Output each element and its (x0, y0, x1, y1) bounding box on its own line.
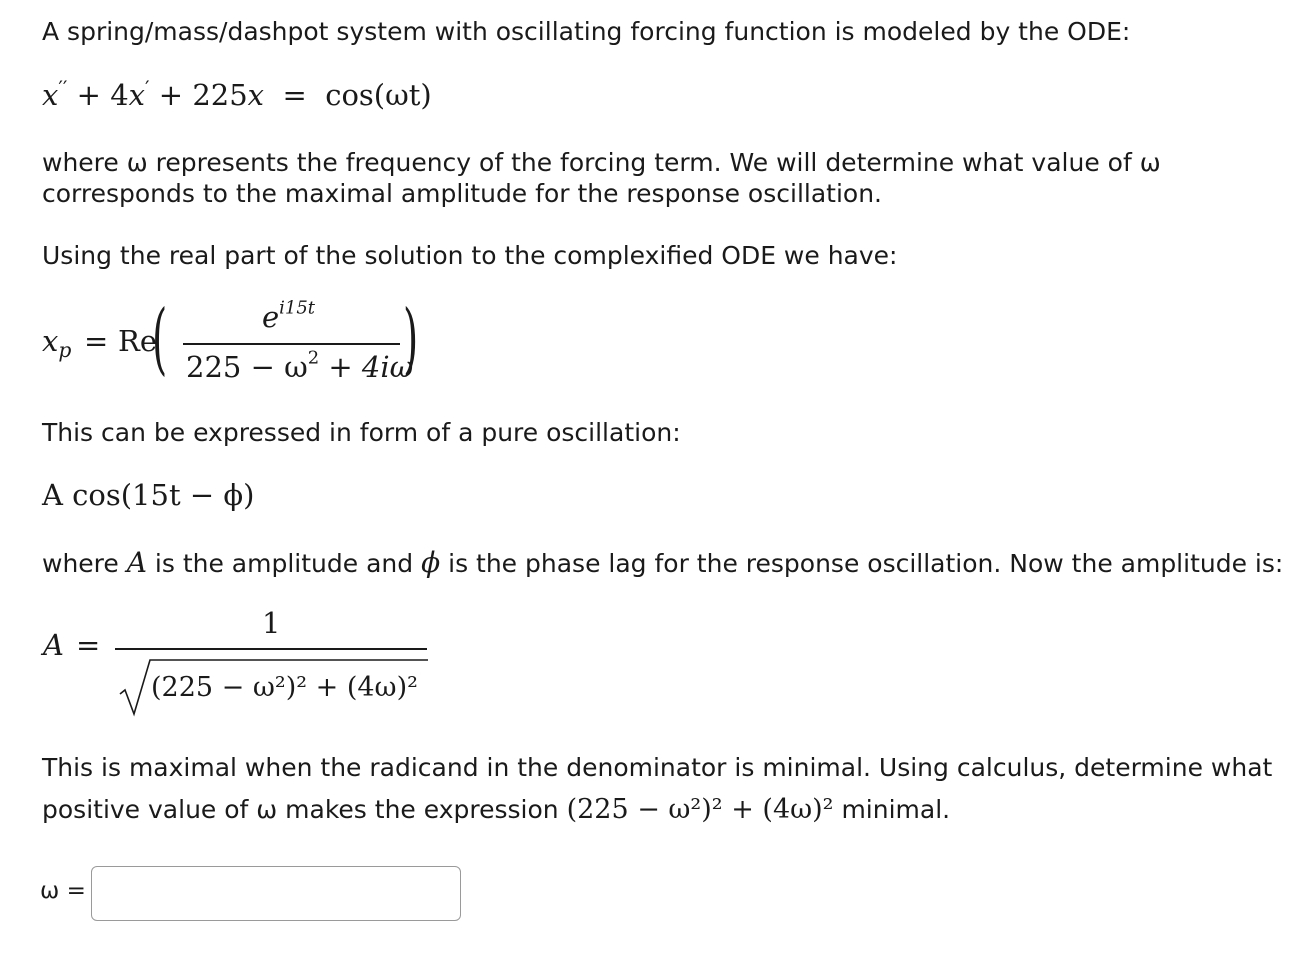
where-A-p2: is the amplitude and (146, 549, 422, 578)
amp-numerator: 1 (262, 606, 281, 640)
xp-denominator (186, 347, 414, 384)
omega-answer-input[interactable] (91, 866, 461, 921)
ode-eq: = (282, 78, 307, 112)
maximal-line2 (42, 794, 950, 825)
xp-left-paren: ( (152, 294, 168, 384)
ode-rhs: cos(ωt) (325, 78, 432, 112)
maximal-line2-a: positive value of ω makes the expression (42, 795, 567, 824)
expressed-text: This can be expressed in form of a pure oscillation: (42, 418, 681, 447)
ode-prime2: ′′ (58, 76, 68, 100)
amp-lhs: A (43, 628, 64, 662)
ode-equation (42, 76, 432, 112)
ode-coef225: 225 (192, 78, 248, 112)
where-A-p3: is the phase lag for the response oscillation. Now the amplitude is: (440, 549, 1284, 578)
xp-den-rest: + 4iω (319, 350, 414, 384)
xp-fraction-bar (183, 343, 400, 345)
xp-num-e: e (262, 300, 280, 334)
xp-den-sup: 2 (307, 347, 320, 369)
where-A-p1: where (42, 549, 127, 578)
ode-coef4: 4 (110, 78, 129, 112)
where-omega-line2: corresponds to the maximal amplitude for the response oscillation. (42, 179, 882, 208)
amp-radicand: (225 − ω²)² + (4ω)² (151, 672, 418, 703)
xp-sub: p (58, 338, 72, 363)
amp-eq-sign: = (76, 628, 101, 662)
ode-plus1: + (76, 78, 101, 112)
maximal-line2-b: minimal. (833, 795, 951, 824)
using-text: Using the real part of the solution to the complexified ODE we have: (42, 241, 898, 270)
ode-prime1: ′ (145, 76, 150, 100)
where-omega-line1: where ω represents the frequency of the forcing term. We will determine what value of ω (42, 148, 1161, 177)
amp-fraction-bar (115, 648, 427, 650)
where-phi-symbol: ϕ (421, 546, 441, 579)
answer-label: ω = (40, 878, 86, 904)
where-A-text (42, 547, 1283, 579)
ode-x3: x (247, 78, 265, 112)
xp-re: Re (118, 324, 157, 358)
xp-den: 225 − ω (186, 350, 308, 384)
xp-eq-sign: = (84, 324, 109, 358)
maximal-line1: This is maximal when the radicand in the denominator is minimal. Using calculus, determine what (42, 753, 1273, 782)
intro-text: A spring/mass/dashpot system with oscillating forcing function is modeled by the ODE: (42, 17, 1131, 46)
xp-right-paren: ) (403, 294, 419, 384)
pure-oscillation-eq: A cos(15t − ϕ) (42, 478, 255, 512)
xp-lhs: x (42, 324, 59, 358)
ode-plus2: + (158, 78, 184, 112)
xp-num-exp: i15t (279, 297, 316, 319)
where-A-symbol: A (126, 546, 147, 579)
xp-numerator (262, 297, 316, 334)
ode-x2: x (128, 78, 146, 112)
maximal-expression: (225 − ω²)² + (4ω)² (566, 794, 834, 825)
ode-x1: x (42, 78, 59, 112)
